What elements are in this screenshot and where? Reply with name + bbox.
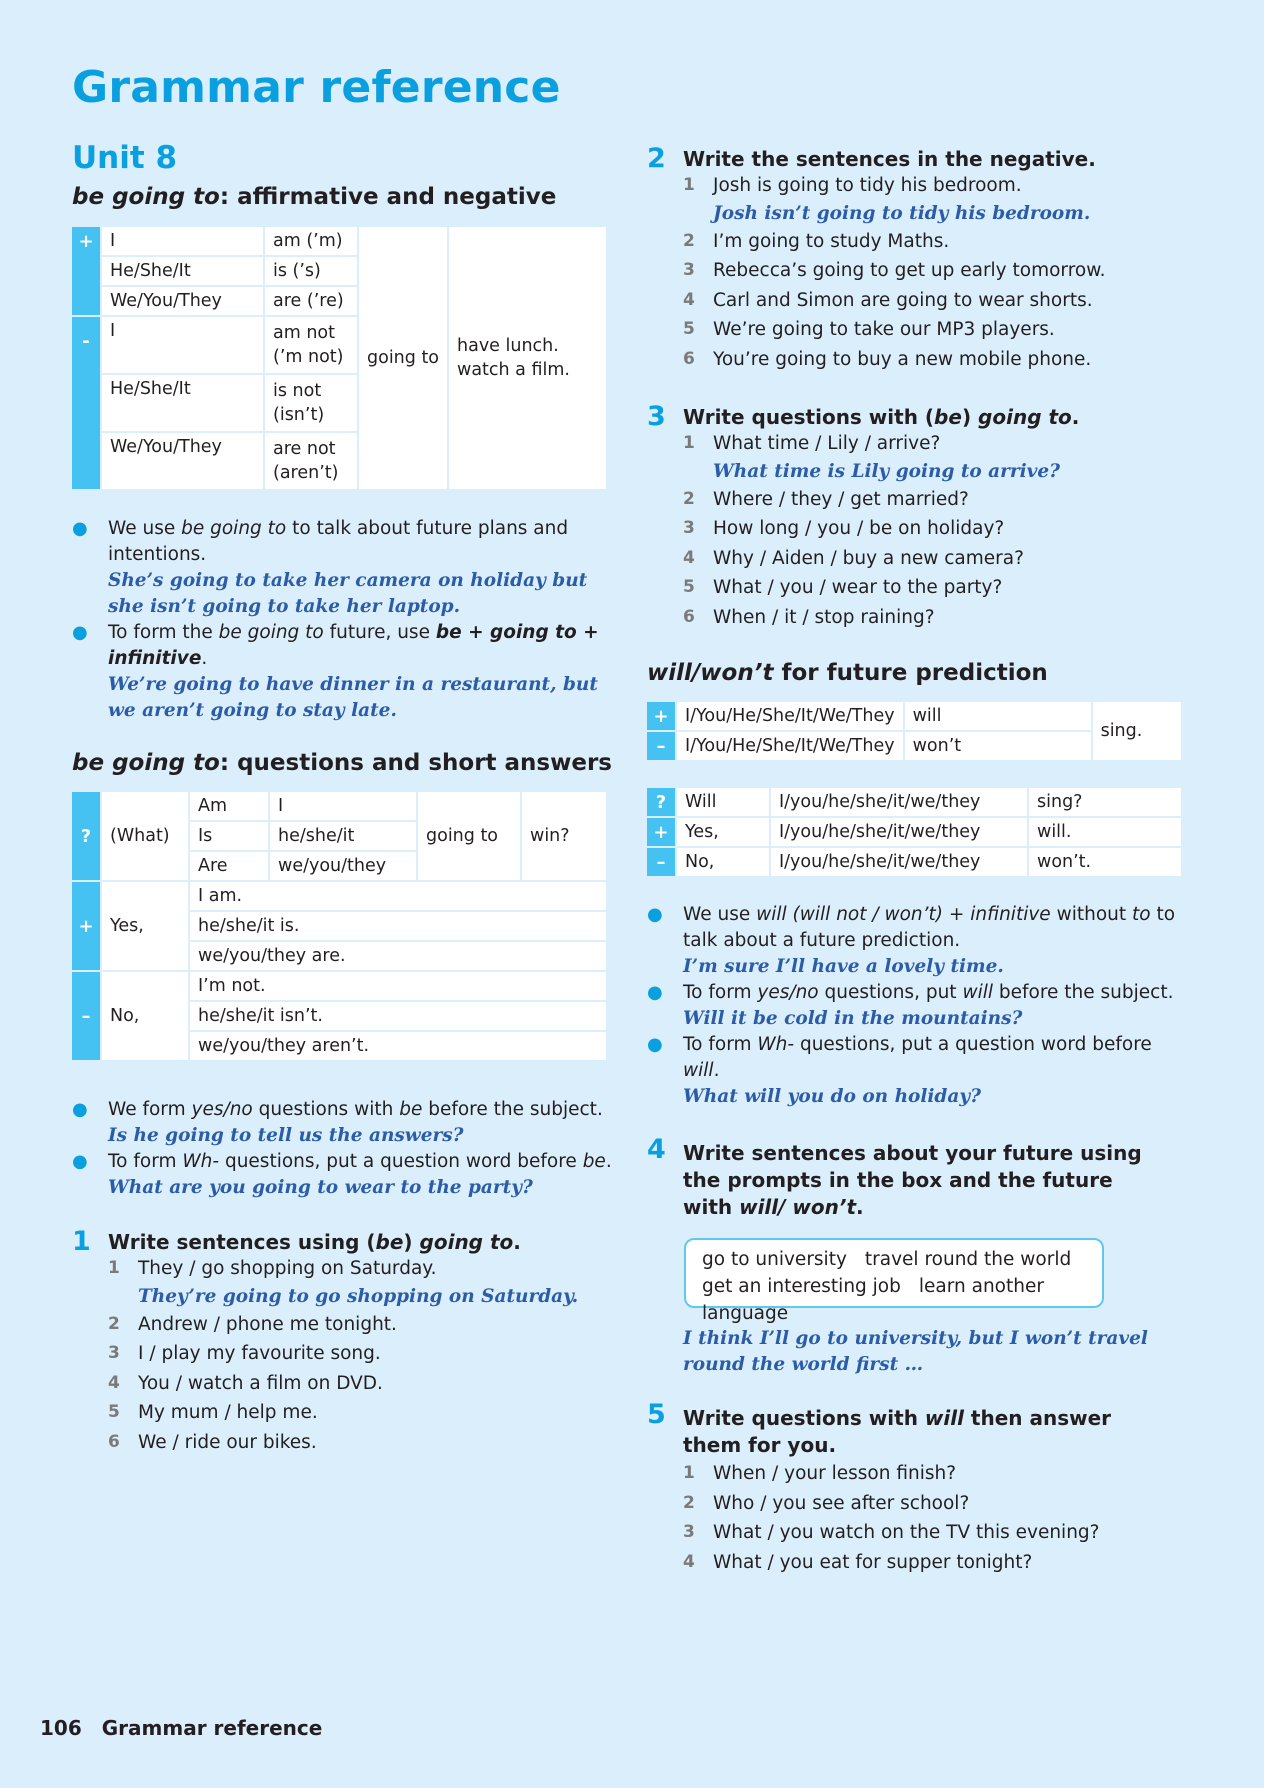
plus-symbol: + <box>647 818 675 846</box>
last-cell: won’t. <box>1029 848 1181 876</box>
example-sentence: Will it be cold in the mountains? <box>683 1008 1023 1029</box>
minus-symbol: - <box>72 317 100 489</box>
last-cell: will. <box>1029 818 1181 846</box>
short-answer-cell: he/she/it isn’t. <box>190 1002 606 1030</box>
exercise-3 <box>647 401 1203 632</box>
subject-cell: we/you/they <box>270 852 416 880</box>
affirmative-notes <box>72 516 612 724</box>
will-notes <box>647 902 1187 1110</box>
short-answer-cell: we/you/they are. <box>190 942 606 970</box>
note-bullet: ● We use be going to to talk about future plans and intentions. She’s going to take her camera on holiday but she isn’t going to take her laptop. <box>72 516 612 620</box>
bullet-icon: ● <box>647 904 663 925</box>
exercise-4 <box>647 1134 1163 1221</box>
exercise-item: 3 How long / you / be on holiday? <box>683 518 1005 539</box>
minus-symbol: – <box>647 732 675 760</box>
first-cell: Yes, <box>677 818 769 846</box>
exercise-heading: 5 Write questions with will then answer them for you. <box>647 1399 1112 1457</box>
table-row <box>72 227 606 255</box>
be-cell: am not (’m not) <box>265 317 357 373</box>
exercise-number: 1 <box>72 1226 91 1257</box>
first-cell: No, <box>677 848 769 876</box>
note-bullet: ● We use will (will not / won’t) + infinitive without to to talk about a future prediction. I’m sure I’ll have a lovely time. <box>647 902 1187 980</box>
exercise-item: 4 You / watch a film on DVD. <box>108 1372 383 1394</box>
plus-symbol: + <box>647 702 675 730</box>
example-sentence: She’s going to take her camera on holiday but she isn’t going to take her laptop. <box>108 570 588 617</box>
example-answer: I think I’ll go to university, but I won’t travel round the world first … <box>683 1328 1148 1375</box>
page-title: Grammar reference <box>72 62 561 113</box>
example-answer: They’re going to go shopping on Saturday. <box>138 1285 579 1307</box>
exercise-number: 3 <box>647 401 666 432</box>
exercise-item: 5 What / you / wear to the party? <box>683 577 1003 598</box>
exercise-item: 5 My mum / help me. <box>108 1402 318 1423</box>
exercise-items <box>683 171 1203 374</box>
section-heading-will: will/won’t for future prediction <box>647 660 1048 686</box>
exercise-item: 2 Who / you see after school? <box>683 1492 970 1514</box>
subject-cell: He/She/It <box>102 375 263 431</box>
example-sentence: We’re going to have dinner in a restaurant, but we aren’t going to stay late. <box>108 674 598 721</box>
exercise-item: 2 Where / they / get married? <box>683 488 969 510</box>
aux-cell: Are <box>190 852 268 880</box>
question-symbol: ? <box>647 788 675 816</box>
exercise-1 <box>72 1226 628 1457</box>
aux-cell: won’t <box>905 732 1091 760</box>
first-cell: Will <box>677 788 769 816</box>
note-bullet: ● To form the be going to future, use be + going to + infinitive. We’re going to have dinner in a restaurant, but we aren’t going to stay late. <box>72 620 612 724</box>
page-number: 106 <box>40 1716 82 1740</box>
exercise-item: 4 Why / Aiden / buy a new camera? <box>683 547 1024 569</box>
table-row <box>72 792 606 820</box>
example-sentence: What will you do on holiday? <box>683 1086 981 1107</box>
subject-cell: I/you/he/she/it/we/they <box>771 848 1027 876</box>
aux-cell: Am <box>190 792 268 820</box>
subject-cell: We/You/They <box>102 433 263 489</box>
plus-symbol: + <box>72 882 100 970</box>
exercise-heading: 4 Write sentences about your future using the prompts in the box and the future with will/ won’t. <box>647 1134 1142 1219</box>
example-sentence: Is he going to tell us the answers? <box>108 1125 464 1146</box>
aux-cell: will <box>905 702 1091 730</box>
going-to-cell: going to <box>418 792 520 880</box>
bullet-icon: ● <box>72 1151 88 1172</box>
table-row <box>647 788 1181 816</box>
subject-cell: I <box>102 317 263 373</box>
exercise-item: 6 You’re going to buy a new mobile phone. <box>683 348 1092 370</box>
subject-cell: I/You/He/She/It/We/They <box>677 702 903 730</box>
subject-cell: I/you/he/she/it/we/they <box>771 788 1027 816</box>
table-row <box>647 702 1181 730</box>
exercise-item: 4 What / you eat for supper tonight? <box>683 1551 1033 1573</box>
subject-cell: We/You/They <box>102 287 263 315</box>
affirmative-negative-table <box>70 225 608 491</box>
exercise-items <box>683 1459 1163 1577</box>
table-row <box>647 848 1181 876</box>
exercise-item: 1 Josh is going to tidy his bedroom. Josh isn’t going to tidy his bedroom. <box>683 171 1203 227</box>
exercise-items <box>683 429 1203 632</box>
example-answer: Josh isn’t going to tidy his bedroom. <box>713 202 1091 224</box>
exercise-item: 3 I / play my favourite song. <box>108 1343 381 1364</box>
verb-cell: have lunch. watch a film. <box>449 227 606 489</box>
be-cell: am (’m) <box>265 227 357 255</box>
exercise-item: 6 We / ride our bikes. <box>108 1431 317 1453</box>
verb-cell: win? <box>522 792 606 880</box>
bullet-icon: ● <box>647 1034 663 1055</box>
verb-cell: sing. <box>1093 702 1181 760</box>
example-sentence: What are you going to wear to the party? <box>108 1177 533 1198</box>
exercise-item: 4 Carl and Simon are going to wear shorts. <box>683 289 1093 311</box>
exercise-item: 2 I’m going to study Maths. <box>683 230 950 252</box>
unit-heading: Unit 8 <box>72 140 178 176</box>
exercise-item: 1 What time / Lily / arrive? What time is Lily going to arrive? <box>683 429 1203 485</box>
exercise-items <box>108 1254 628 1457</box>
plus-symbol: + <box>72 227 100 315</box>
aux-cell: Is <box>190 822 268 850</box>
note-bullet: ● To form yes/no questions, put will before the subject. Will it be cold in the mountains? <box>647 980 1187 1032</box>
table-row <box>72 882 606 910</box>
questions-table <box>70 790 608 1062</box>
be-cell: are (’re) <box>265 287 357 315</box>
yes-cell: Yes, <box>102 882 188 970</box>
exercise-5 <box>647 1399 1163 1577</box>
exercise-number: 4 <box>647 1134 666 1165</box>
be-cell: is not (isn’t) <box>265 375 357 431</box>
bullet-icon: ● <box>72 622 88 643</box>
word-box <box>684 1238 1104 1324</box>
exercise-heading: 2 Write the sentences in the negative. <box>647 143 1096 174</box>
exercise-item: 5 We’re going to take our MP3 players. <box>683 319 1055 340</box>
exercise-heading: 1 Write sentences using (be) going to. <box>72 1226 521 1257</box>
box-word: go to university <box>702 1249 847 1270</box>
exercise-item: 1 They / go shopping on Saturday. They’re going to go shopping on Saturday. <box>108 1254 628 1310</box>
exercise-item: 3 Rebecca’s going to get up early tomorrow. <box>683 260 1106 281</box>
subject-cell: he/she/it <box>270 822 416 850</box>
footer-label: Grammar reference <box>101 1716 323 1740</box>
example-answer: What time is Lily going to arrive? <box>713 460 1061 482</box>
subject-cell: I <box>270 792 416 820</box>
section-heading-questions: be going to: questions and short answers <box>72 750 612 776</box>
questions-notes <box>72 1097 632 1201</box>
short-answer-cell: we/you/they aren’t. <box>190 1032 606 1060</box>
exercise-item: 1 When / your lesson finish? <box>683 1463 957 1484</box>
bullet-icon: ● <box>647 982 663 1003</box>
box-word: learn another language <box>702 1276 1044 1324</box>
exercise-number: 2 <box>647 143 666 174</box>
minus-symbol: – <box>647 848 675 876</box>
exercise-item: 3 What / you watch on the TV this evening? <box>683 1522 1100 1543</box>
box-word: get an interesting job <box>702 1276 901 1297</box>
page-footer <box>40 1716 322 1740</box>
will-wont-table <box>645 700 1183 762</box>
exercise-heading: 3 Write questions with (be) going to. <box>647 401 1080 432</box>
be-cell: are not (aren’t) <box>265 433 357 489</box>
short-answer-cell: I’m not. <box>190 972 606 1000</box>
last-cell: sing? <box>1029 788 1181 816</box>
bullet-icon: ● <box>72 518 88 539</box>
table-row <box>647 818 1181 846</box>
going-to-cell: going to <box>359 227 447 489</box>
no-cell: No, <box>102 972 188 1060</box>
exercise-item: 2 Andrew / phone me tonight. <box>108 1313 397 1335</box>
exercise-number: 5 <box>647 1399 666 1430</box>
note-bullet: ● To form Wh- questions, put a question word before be. What are you going to wear to the party? <box>72 1149 632 1201</box>
be-cell: is (’s) <box>265 257 357 285</box>
minus-symbol: – <box>72 972 100 1060</box>
subject-cell: I <box>102 227 263 255</box>
example-sentence: I’m sure I’ll have a lovely time. <box>683 956 1004 977</box>
subject-cell: He/She/It <box>102 257 263 285</box>
subject-cell: I/you/he/she/it/we/they <box>771 818 1027 846</box>
question-symbol: ? <box>72 792 100 880</box>
note-bullet: ● We form yes/no questions with be before the subject. Is he going to tell us the answers? <box>72 1097 632 1149</box>
exercise-item: 6 When / it / stop raining? <box>683 606 935 628</box>
section-heading-affirmative: be going to: affirmative and negative <box>72 184 557 210</box>
subject-cell: I/You/He/She/It/We/They <box>677 732 903 760</box>
short-answer-cell: he/she/it is. <box>190 912 606 940</box>
bullet-icon: ● <box>72 1099 88 1120</box>
table-row <box>72 972 606 1000</box>
exercise-2 <box>647 143 1203 374</box>
box-word: travel round the world <box>864 1249 1072 1270</box>
will-questions-table <box>645 786 1183 878</box>
note-bullet: ● To form Wh- questions, put a question word before will. What will you do on holiday? <box>647 1032 1187 1110</box>
short-answer-cell: I am. <box>190 882 606 910</box>
what-cell: (What) <box>102 792 188 880</box>
